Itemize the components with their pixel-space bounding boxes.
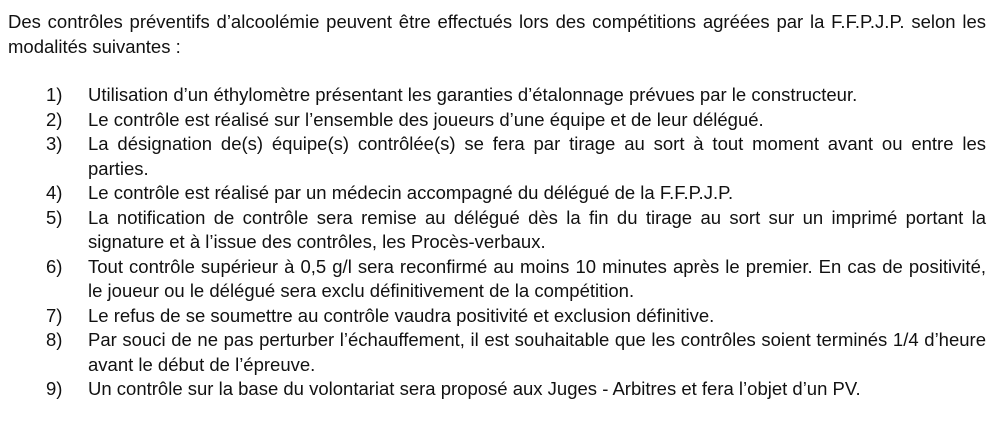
list-item-text: Le contrôle est réalisé par un médecin accompagné du délégué de la F.F.P.J.P. [88, 182, 734, 203]
list-item [8, 108, 986, 133]
list-item-number: 9) [46, 378, 63, 399]
list-item-number: 1) [46, 84, 63, 105]
list-item-text: Tout contrôle supérieur à 0,5 g/l sera reconfirmé au moins 10 minutes après le premier. En cas de positivité, le joueur ou le délégué sera exclu définitivement de la compétition. [88, 255, 986, 301]
list-item [8, 377, 986, 402]
list-item-text: Un contrôle sur la base du volontariat sera proposé aux Juges - Arbitres et fera l’objet d’un PV. [88, 378, 861, 399]
list-item-number: 3) [46, 133, 63, 154]
list-item [8, 181, 986, 206]
list-item-number: 2) [46, 108, 63, 130]
rules-list [8, 83, 986, 402]
list-item-number: 6) [46, 255, 63, 277]
list-item-number: 8) [46, 329, 63, 350]
list-item-number: 5) [46, 206, 63, 228]
list-item-text: Le refus de se soumettre au contrôle vaudra positivité et exclusion définitive. [88, 304, 715, 326]
list-item-text: Le contrôle est réalisé sur l’ensemble des joueurs d’une équipe et de leur délégué. [88, 108, 764, 130]
list-item-number: 7) [46, 304, 63, 326]
list-item [8, 206, 986, 255]
list-item-text: La notification de contrôle sera remise au délégué dès la fin du tirage au sort sur un imprimé portant la signature et à l’issue des contrôles, les Procès-verbaux. [88, 206, 986, 252]
list-item [8, 328, 986, 377]
list-item-number: 4) [46, 182, 63, 203]
list-item-text: La désignation de(s) équipe(s) contrôlée(s) se fera par tirage au sort à tout moment avant ou entre les parties. [88, 133, 986, 179]
list-item [8, 132, 986, 181]
list-item [8, 255, 986, 304]
list-item [8, 83, 986, 108]
list-item-text: Par souci de ne pas perturber l’échauffement, il est souhaitable que les contrôles soient terminés 1/4 d’heure avant le début de l’épreuve. [88, 329, 986, 375]
list-item-text: Utilisation d’un éthylomètre présentant les garanties d’étalonnage prévues par le constructeur. [88, 84, 858, 105]
list-item [8, 304, 986, 329]
intro-paragraph: Des contrôles préventifs d’alcoolémie peuvent être effectués lors des compétitions agréées par la F.F.P.J.P. selon les modalités suivantes : [8, 11, 986, 57]
